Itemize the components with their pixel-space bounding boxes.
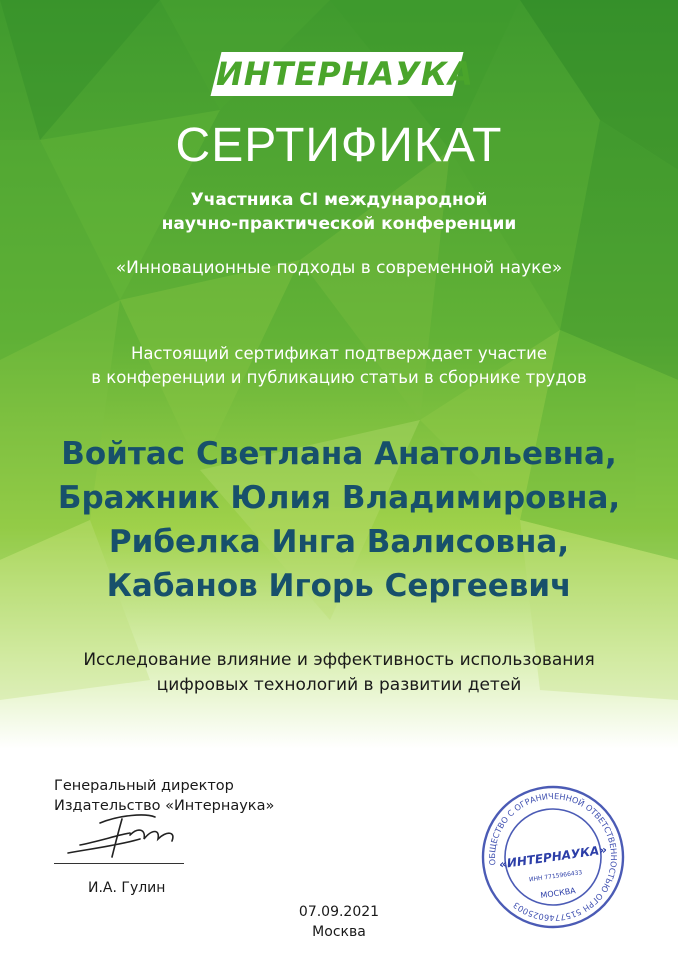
confirmation-line-2: в конференции и публикацию статьи в сборнике трудов: [91, 368, 587, 387]
article-line-2: цифровых технологий в развитии детей: [156, 675, 522, 695]
conference-name: «Инновационные подходы в современной науке»: [115, 258, 563, 278]
signature: [60, 805, 190, 865]
stamp-center-text: «ИНТЕРНАУКА»: [498, 842, 608, 872]
signatory-name: И.А. Гулин: [88, 880, 166, 896]
participant-name: Рибелка Инга Валисовна,: [108, 524, 570, 560]
article-title: [0, 648, 678, 698]
issue-city: Москва: [312, 924, 366, 940]
subtitle-line-2: научно-практической конференции: [161, 214, 517, 234]
participant-name: Бражник Юлия Владимировна,: [57, 480, 621, 516]
subtitle-line-1: Участника CI международной: [190, 190, 488, 210]
company-stamp: [478, 782, 628, 932]
participant-subtitle: [0, 188, 678, 236]
issue-date: 07.09.2021: [298, 904, 380, 920]
stamp-inn: ИНН 7715966433: [528, 869, 583, 884]
stamp-city: МОСКВА: [539, 886, 577, 901]
participant-name: Кабанов Игорь Сергеевич: [106, 568, 572, 604]
participant-names: [0, 432, 678, 608]
signatory-organization: Издательство «Интернаука»: [54, 798, 275, 814]
certificate-title: СЕРТИФИКАТ: [175, 119, 503, 172]
stamp-ring-text: ОБЩЕСТВО С ОГРАНИЧЕННОЙ ОТВЕТСТВЕННОСТЬЮ ОГРН 5157746025003: [486, 790, 620, 924]
signature-line: [54, 863, 184, 864]
article-line-1: Исследование влияние и эффективность использования: [83, 650, 595, 670]
confirmation-line-1: Настоящий сертификат подтверждает участие: [130, 344, 548, 363]
signatory-position: Генеральный директор: [54, 778, 234, 794]
confirmation-text: [0, 342, 678, 390]
logo: ИНТЕРНАУКА: [216, 55, 474, 93]
participant-name: Войтас Светлана Анатольевна,: [61, 436, 617, 472]
